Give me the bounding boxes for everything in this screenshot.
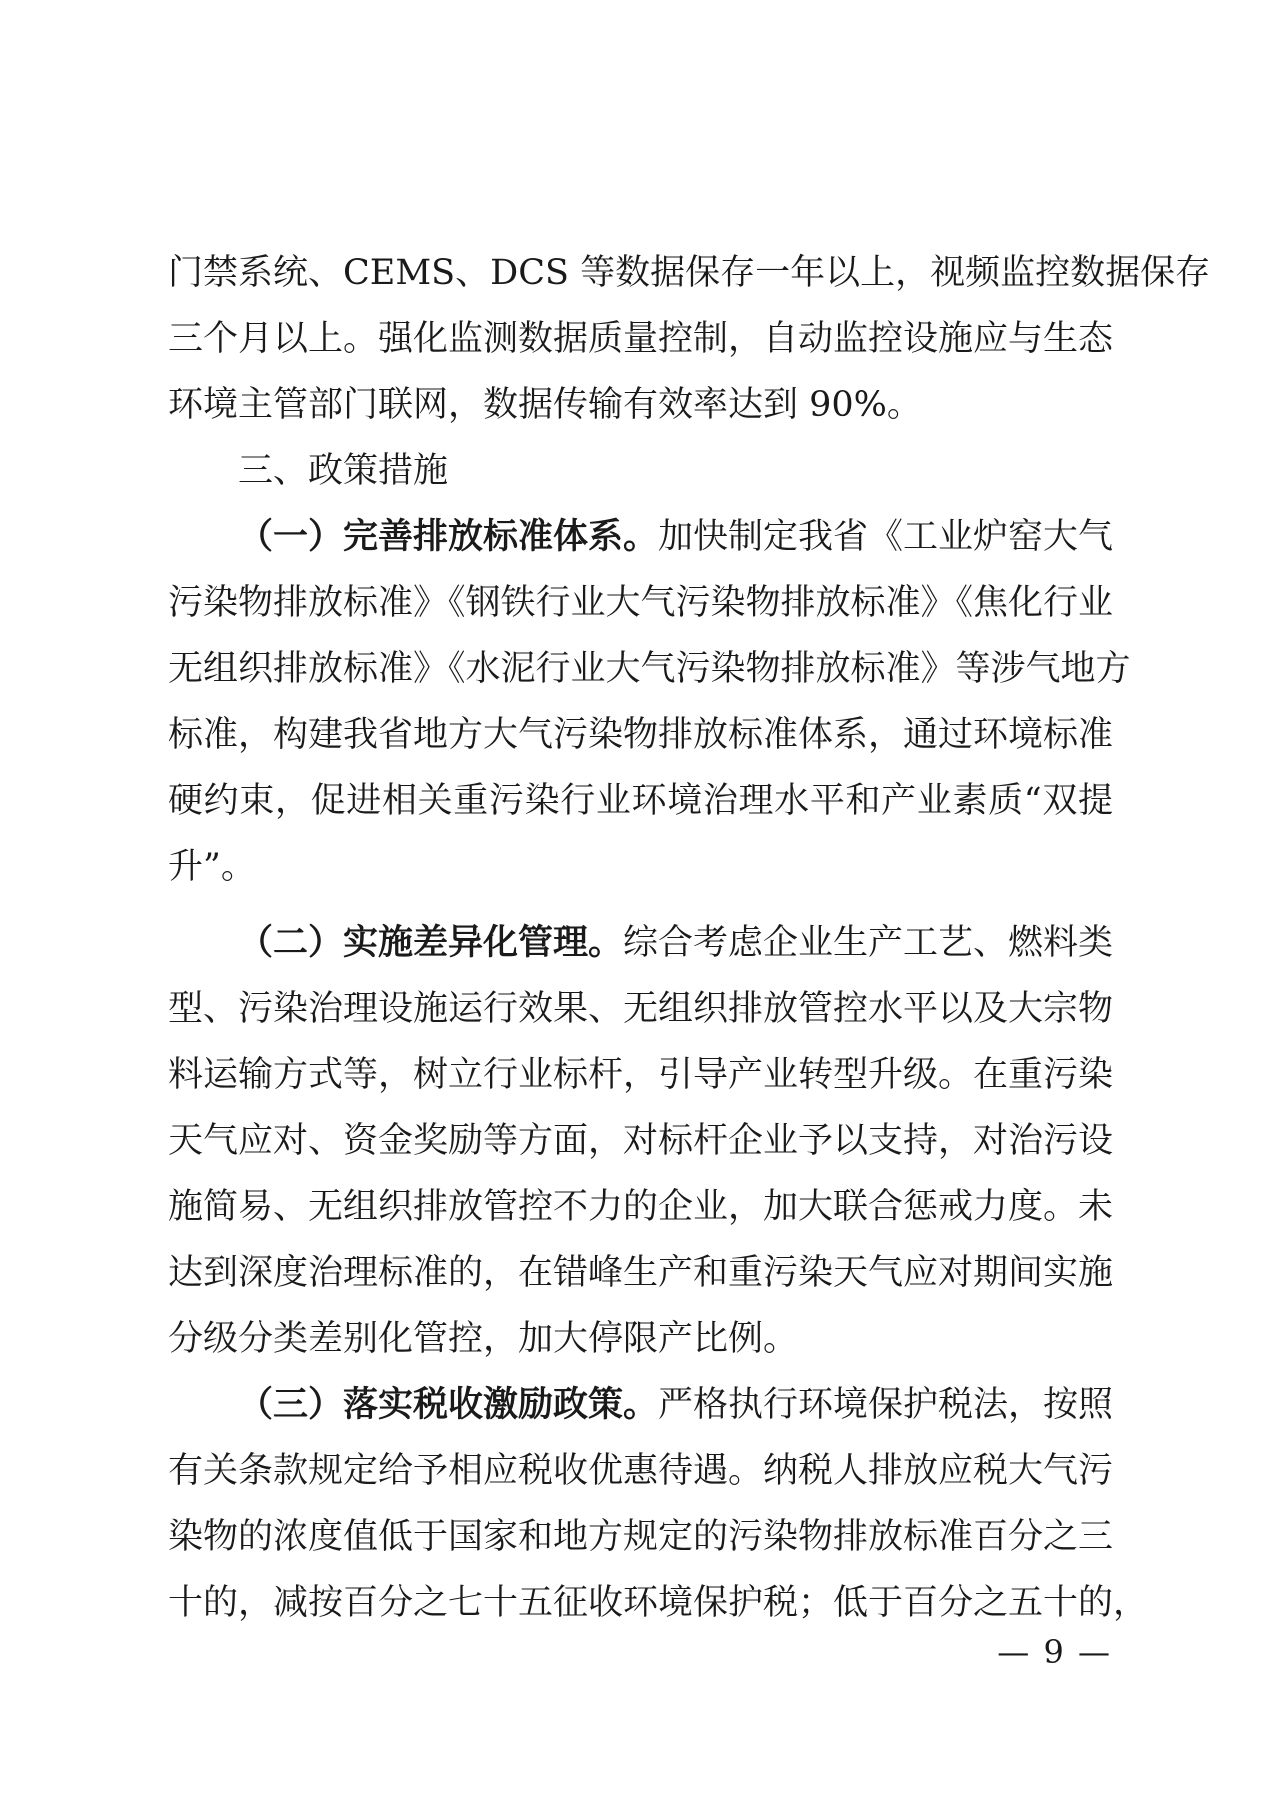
paragraph-heading: （一）完善排放标准体系。 bbox=[238, 516, 659, 557]
paragraph-text: 加快制定我省《工业炉窑大气 bbox=[658, 517, 1114, 557]
body-text-line: 料运输方式等，树立行业标杆，引导产业转型升级。在重污染 bbox=[168, 1055, 1114, 1095]
body-text-line: 三个月以上。强化监测数据质量控制，自动监控设施应与生态 bbox=[168, 319, 1114, 359]
body-text-line: 环境主管部门联网，数据传输有效率达到 90%。 bbox=[168, 385, 922, 425]
section-heading: 三、政策措施 bbox=[238, 451, 449, 491]
body-text-line: 标准，构建我省地方大气污染物排放标准体系，通过环境标准 bbox=[168, 715, 1114, 755]
paragraph-heading: （三）落实税收激励政策。 bbox=[238, 1384, 659, 1425]
paragraph-spacer bbox=[168, 900, 1113, 910]
body-text-line: 无组织排放标准》《水泥行业大气污染物排放标准》等涉气地方 bbox=[168, 649, 1131, 689]
body-text-line: 分级分类差别化管控，加大停限产比例。 bbox=[168, 1319, 799, 1359]
body-text-line: 染物的浓度值低于国家和地方规定的污染物排放标准百分之三 bbox=[168, 1517, 1114, 1557]
paragraph-first-line bbox=[168, 910, 1113, 976]
paragraph-first-line bbox=[168, 504, 1113, 570]
body-text-line: 天气应对、资金奖励等方面，对标杆企业予以支持，对治污设 bbox=[168, 1121, 1114, 1161]
document-page bbox=[168, 240, 1211, 1636]
body-text-line: 十的，减按百分之七十五征收环境保护税；低于百分之五十的， bbox=[168, 1583, 1149, 1623]
body-text-line: 门禁系统、CEMS、DCS 等数据保存一年以上，视频监控数据保存 bbox=[168, 253, 1211, 293]
paragraph-heading: （二）实施差异化管理。 bbox=[238, 922, 624, 963]
body-text-line: 施简易、无组织排放管控不力的企业，加大联合惩戒力度。未 bbox=[168, 1187, 1114, 1227]
paragraph-text: 严格执行环境保护税法，按照 bbox=[658, 1385, 1114, 1425]
paragraph-first-line bbox=[168, 1372, 1113, 1438]
body-text-line: 型、污染治理设施运行效果、无组织排放管控水平以及大宗物 bbox=[168, 989, 1114, 1029]
body-text-line: 污染物排放标准》《钢铁行业大气污染物排放标准》《焦化行业 bbox=[168, 583, 1114, 623]
body-text-line: 升”。 bbox=[168, 847, 256, 887]
body-text-line: 硬约束，促进相关重污染行业环境治理水平和产业素质“双提 bbox=[168, 781, 1113, 821]
body-text-line: 达到深度治理标准的，在错峰生产和重污染天气应对期间实施 bbox=[168, 1253, 1114, 1293]
paragraph-text: 综合考虑企业生产工艺、燃料类 bbox=[623, 923, 1114, 963]
body-text-line: 有关条款规定给予相应税收优惠待遇。纳税人排放应税大气污 bbox=[168, 1451, 1114, 1491]
page-number: — 9 — bbox=[997, 1633, 1112, 1671]
